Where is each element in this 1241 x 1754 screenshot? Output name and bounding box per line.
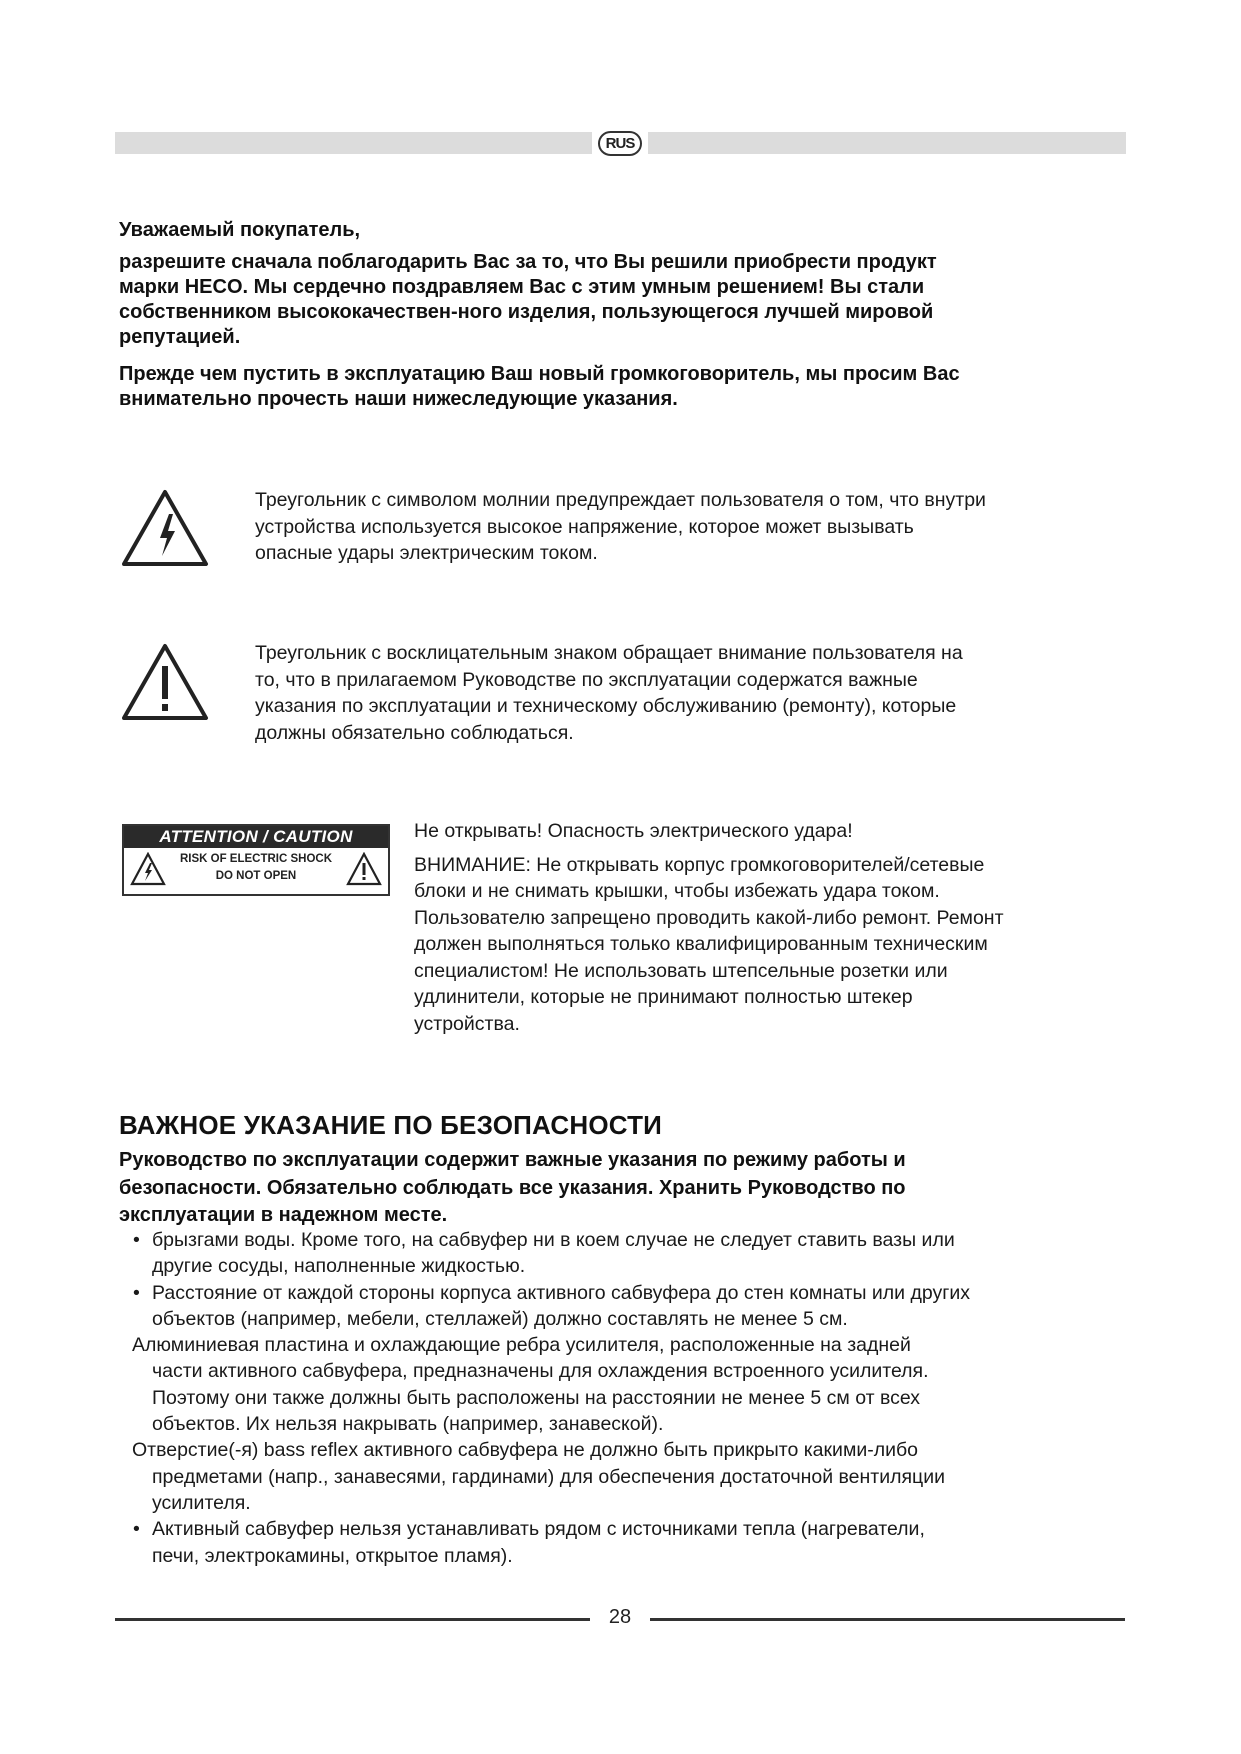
list-item: • брызгами воды. Кроме того, на сабвуфер ни в коем случае не следует ставить вазы или другие сосуды, наполненные жидкостью. <box>133 1229 955 1278</box>
caution-lightning-icon <box>130 852 166 886</box>
caution-label-header: ATTENTION / CAUTION <box>124 826 388 848</box>
exclamation-warning-text: Треугольник с восклицательным знаком обращает внимание пользователя на то, что в прилагаемом Руководстве по эксплуатации содержатся важные указания по эксплуатации и техническому обслуживанию (ремонту), которые должны обязательно соблюдаться. <box>255 642 963 744</box>
caution-label <box>122 824 390 896</box>
intro-paragraph-1: разрешите сначала поблагодарить Вас за то, что Вы решили приобрести продукт марки HECO. Мы сердечно поздравляем Вас с этим умным решением! Вы стали собственником высококачествен-ного изделия, пользующегося лучшей мировой репутацией. <box>119 251 937 348</box>
intro-greeting: Уважаемый покупатель, <box>119 219 361 241</box>
page-number: 28 <box>608 1606 632 1628</box>
caution-exclamation-icon <box>346 852 382 886</box>
safety-intro: Руководство по эксплуатации содержит важные указания по режиму работы и безопасности. Обязательно соблюдать все указания. Хранить Руководство по эксплуатации в надежном месте. <box>119 1149 906 1226</box>
language-badge-text: RUS <box>598 131 643 156</box>
caution-warning-text: Не открывать! Опасность электрического удара! ВНИМАНИЕ: Не открывать корпус громкоговорителей/сетевые блоки и не снимать крышки, чтобы избежать удара током. Пользователю запрещено проводить какой-либо ремонт. Ремонт должен выполняться только квалифицированным техническим специалистом! Не использовать штепсельные розетки или удлинители, которые не принимают полностью штекер устройства. <box>414 820 1004 1035</box>
list-item: Отверстие(-я) bass reflex активного сабвуфера не должно быть прикрыто какими-либо предметами (напр., занавесями, гардинами) для обеспечения достаточной вентиляции усилителя. <box>132 1439 945 1514</box>
bullet-dot: • <box>133 1518 140 1541</box>
bullet-dot: • <box>133 1229 140 1251</box>
lightning-warning-text: Треугольник с символом молнии предупреждает пользователя о том, что внутри устройства используется высокое напряжение, которое может вызывать опасные удары электрическим током. <box>255 489 986 564</box>
intro-paragraph-2: Прежде чем пустить в эксплуатацию Ваш новый громкоговоритель, мы просим Вас внимательно прочесть наши нижеследующие указания. <box>119 363 960 410</box>
caution-label-line2: DO NOT OPEN <box>215 870 297 882</box>
safety-bullet-list <box>119 1227 1129 1569</box>
list-item: • Активный сабвуфер нельзя устанавливать рядом с источниками тепла (нагреватели, печи, электрокамины, открытое пламя). <box>133 1518 925 1567</box>
exclamation-warning-icon <box>120 642 210 722</box>
list-item: Алюминиевая пластина и охлаждающие ребра усилителя, расположенные на задней части активного сабвуфера, предназначены для охлаждения встроенного усилителя. Поэтому они также должны быть расположены на расстоянии не менее 5 см от всех объектов. Их нельзя накрывать (например, занавеской). <box>132 1334 929 1436</box>
header-bar-left <box>115 132 595 154</box>
header-bar-right <box>646 132 1126 154</box>
bullet-dot: • <box>133 1281 140 1304</box>
lightning-warning-icon <box>120 488 210 568</box>
safety-section-title: ВАЖНОЕ УКАЗАНИЕ ПО БЕЗОПАСНОСТИ <box>119 1110 663 1140</box>
footer-line-left <box>115 1618 590 1621</box>
list-item: • Расстояние от каждой стороны корпуса активного сабвуфера до стен комнаты или других объектов (например, мебели, стеллажей) должно составлять не менее 5 см. <box>133 1281 970 1330</box>
caution-label-line1: RISK OF ELECTRIC SHOCK <box>179 853 333 865</box>
footer-line-right <box>650 1618 1125 1621</box>
language-badge <box>592 128 648 158</box>
